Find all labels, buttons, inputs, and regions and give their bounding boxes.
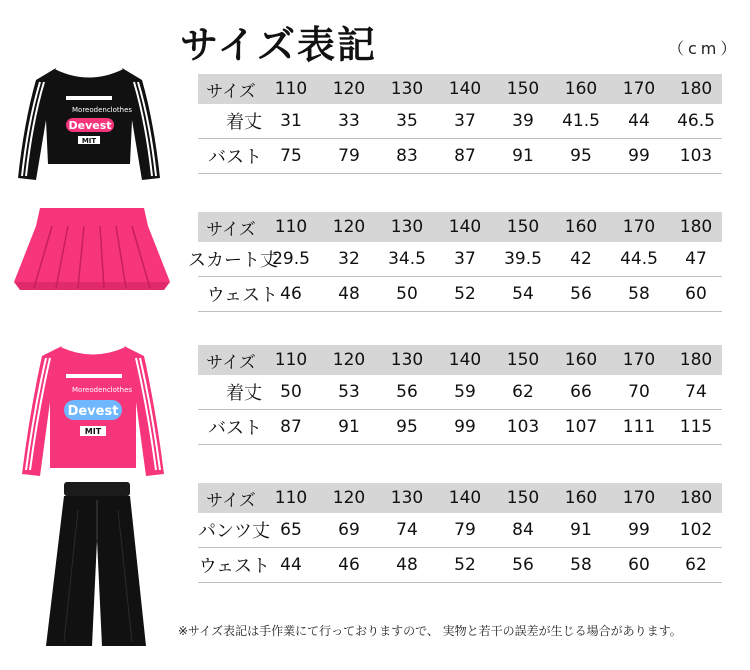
table-cell: 62 (685, 555, 707, 575)
print-line2: MIT (81, 137, 97, 145)
table-cell: 115 (679, 417, 713, 437)
table-cell: 53 (338, 382, 360, 402)
table-cell: 48 (338, 284, 360, 304)
table-cell: 58 (628, 284, 650, 304)
table-cell: 56 (512, 555, 534, 575)
table-cell: 60 (685, 284, 707, 304)
size-180: 180 (679, 217, 713, 237)
size-table-black-top (198, 74, 722, 174)
table-cell: 70 (628, 382, 650, 402)
table-cell: 48 (396, 555, 418, 575)
table-cell: 54 (512, 284, 534, 304)
table-row (198, 277, 722, 312)
table-cell: 44 (280, 555, 302, 575)
header-size-label: サイズ (206, 81, 256, 102)
table-cell: 95 (396, 417, 418, 437)
table-cell: 84 (512, 520, 534, 540)
table-cell: 39 (512, 111, 534, 131)
table-cell: 56 (396, 382, 418, 402)
size-160: 160 (564, 488, 598, 508)
table-cell: 29.5 (272, 249, 310, 269)
table-cell: 107 (564, 417, 598, 437)
table-cell: 83 (396, 146, 418, 166)
table-cell: 52 (454, 284, 476, 304)
table-cell: 35 (396, 111, 418, 131)
table-header-row (198, 345, 722, 375)
size-150: 150 (506, 79, 540, 99)
table-header-row (198, 74, 722, 104)
print-line1: Devest (67, 404, 119, 419)
table-cell: 31 (280, 111, 302, 131)
table-cell: 99 (628, 520, 650, 540)
row-label: パンツ丈 (198, 521, 270, 542)
size-170: 170 (622, 79, 656, 99)
table-cell: 111 (622, 417, 656, 437)
table-cell: 60 (628, 555, 650, 575)
size-150: 150 (506, 217, 540, 237)
size-table-pink-skirt (188, 212, 722, 312)
size-170: 170 (622, 488, 656, 508)
print-line1: Devest (68, 119, 112, 132)
table-cell: 99 (628, 146, 650, 166)
table-header-row (198, 483, 722, 513)
print-small: Moreodenclothes (72, 106, 133, 114)
table-cell: 37 (454, 249, 476, 269)
table-cell: 87 (280, 417, 302, 437)
pink-top-image (18, 340, 168, 480)
header-size-label: サイズ (206, 352, 256, 373)
table-row (198, 139, 722, 174)
table-cell: 79 (338, 146, 360, 166)
table-cell: 58 (570, 555, 592, 575)
table-cell: 99 (454, 417, 476, 437)
table-row (198, 410, 722, 445)
table-cell: 91 (570, 520, 592, 540)
table-cell: 42 (570, 249, 592, 269)
table-row (198, 104, 722, 139)
size-120: 120 (332, 79, 366, 99)
table-cell: 33 (338, 111, 360, 131)
table-cell: 74 (396, 520, 418, 540)
row-label: ウェスト (206, 285, 278, 306)
row-label: バスト (208, 418, 262, 439)
size-110: 110 (274, 350, 308, 370)
size-table-black-pants (198, 483, 722, 583)
size-140: 140 (448, 79, 482, 99)
table-row (198, 375, 722, 410)
table-cell: 50 (396, 284, 418, 304)
table-cell: 34.5 (388, 249, 426, 269)
size-160: 160 (564, 79, 598, 99)
size-120: 120 (332, 217, 366, 237)
size-180: 180 (679, 79, 713, 99)
size-170: 170 (622, 217, 656, 237)
size-160: 160 (564, 350, 598, 370)
table-cell: 69 (338, 520, 360, 540)
table-cell: 87 (454, 146, 476, 166)
table-cell: 102 (679, 520, 713, 540)
size-160: 160 (564, 217, 598, 237)
row-label: 着丈 (226, 383, 262, 404)
black-pants-image (40, 480, 150, 650)
row-label: バスト (208, 147, 262, 168)
pink-skirt-image (12, 204, 172, 300)
print-small: Moreodenclothes (72, 386, 133, 394)
size-180: 180 (679, 350, 713, 370)
table-cell: 50 (280, 382, 302, 402)
size-150: 150 (506, 350, 540, 370)
size-140: 140 (448, 488, 482, 508)
size-table-pink-top (198, 345, 722, 445)
size-130: 130 (390, 350, 424, 370)
table-cell: 32 (338, 249, 360, 269)
table-cell: 65 (280, 520, 302, 540)
black-top-image (14, 62, 164, 186)
header-size-label: サイズ (206, 490, 256, 511)
size-150: 150 (506, 488, 540, 508)
table-cell: 59 (454, 382, 476, 402)
table-cell: 44 (628, 111, 650, 131)
table-header-row (198, 212, 722, 242)
table-cell: 39.5 (504, 249, 542, 269)
header-size-label: サイズ (206, 219, 256, 240)
table-cell: 91 (338, 417, 360, 437)
row-label: ウェスト (198, 556, 270, 577)
table-row (198, 513, 722, 548)
size-180: 180 (679, 488, 713, 508)
table-cell: 74 (685, 382, 707, 402)
table-cell: 103 (679, 146, 713, 166)
table-cell: 56 (570, 284, 592, 304)
table-cell: 44.5 (620, 249, 658, 269)
table-cell: 66 (570, 382, 592, 402)
table-row (188, 242, 722, 277)
size-120: 120 (332, 350, 366, 370)
table-cell: 46 (338, 555, 360, 575)
size-110: 110 (274, 79, 308, 99)
size-170: 170 (622, 350, 656, 370)
table-cell: 95 (570, 146, 592, 166)
table-cell: 52 (454, 555, 476, 575)
table-cell: 75 (280, 146, 302, 166)
size-140: 140 (448, 217, 482, 237)
size-130: 130 (390, 79, 424, 99)
row-label: 着丈 (226, 112, 262, 133)
size-130: 130 (390, 488, 424, 508)
table-cell: 79 (454, 520, 476, 540)
table-cell: 46.5 (677, 111, 715, 131)
size-110: 110 (274, 217, 308, 237)
table-cell: 47 (685, 249, 707, 269)
print-line2: MIT (84, 427, 102, 436)
table-cell: 41.5 (562, 111, 600, 131)
size-120: 120 (332, 488, 366, 508)
unit-label: （cm） (668, 39, 741, 58)
table-cell: 37 (454, 111, 476, 131)
size-140: 140 (448, 350, 482, 370)
table-cell: 91 (512, 146, 534, 166)
table-cell: 62 (512, 382, 534, 402)
size-chart-title: サイズ表記 (180, 23, 377, 67)
size-130: 130 (390, 217, 424, 237)
table-row (198, 548, 722, 583)
row-label: スカート丈 (188, 250, 278, 271)
table-cell: 46 (280, 284, 302, 304)
size-110: 110 (274, 488, 308, 508)
table-cell: 103 (506, 417, 540, 437)
footnote: ※サイズ表記は手作業にて行っておりますので、 実物と若干の誤差が生じる場合があります。 (178, 624, 682, 638)
